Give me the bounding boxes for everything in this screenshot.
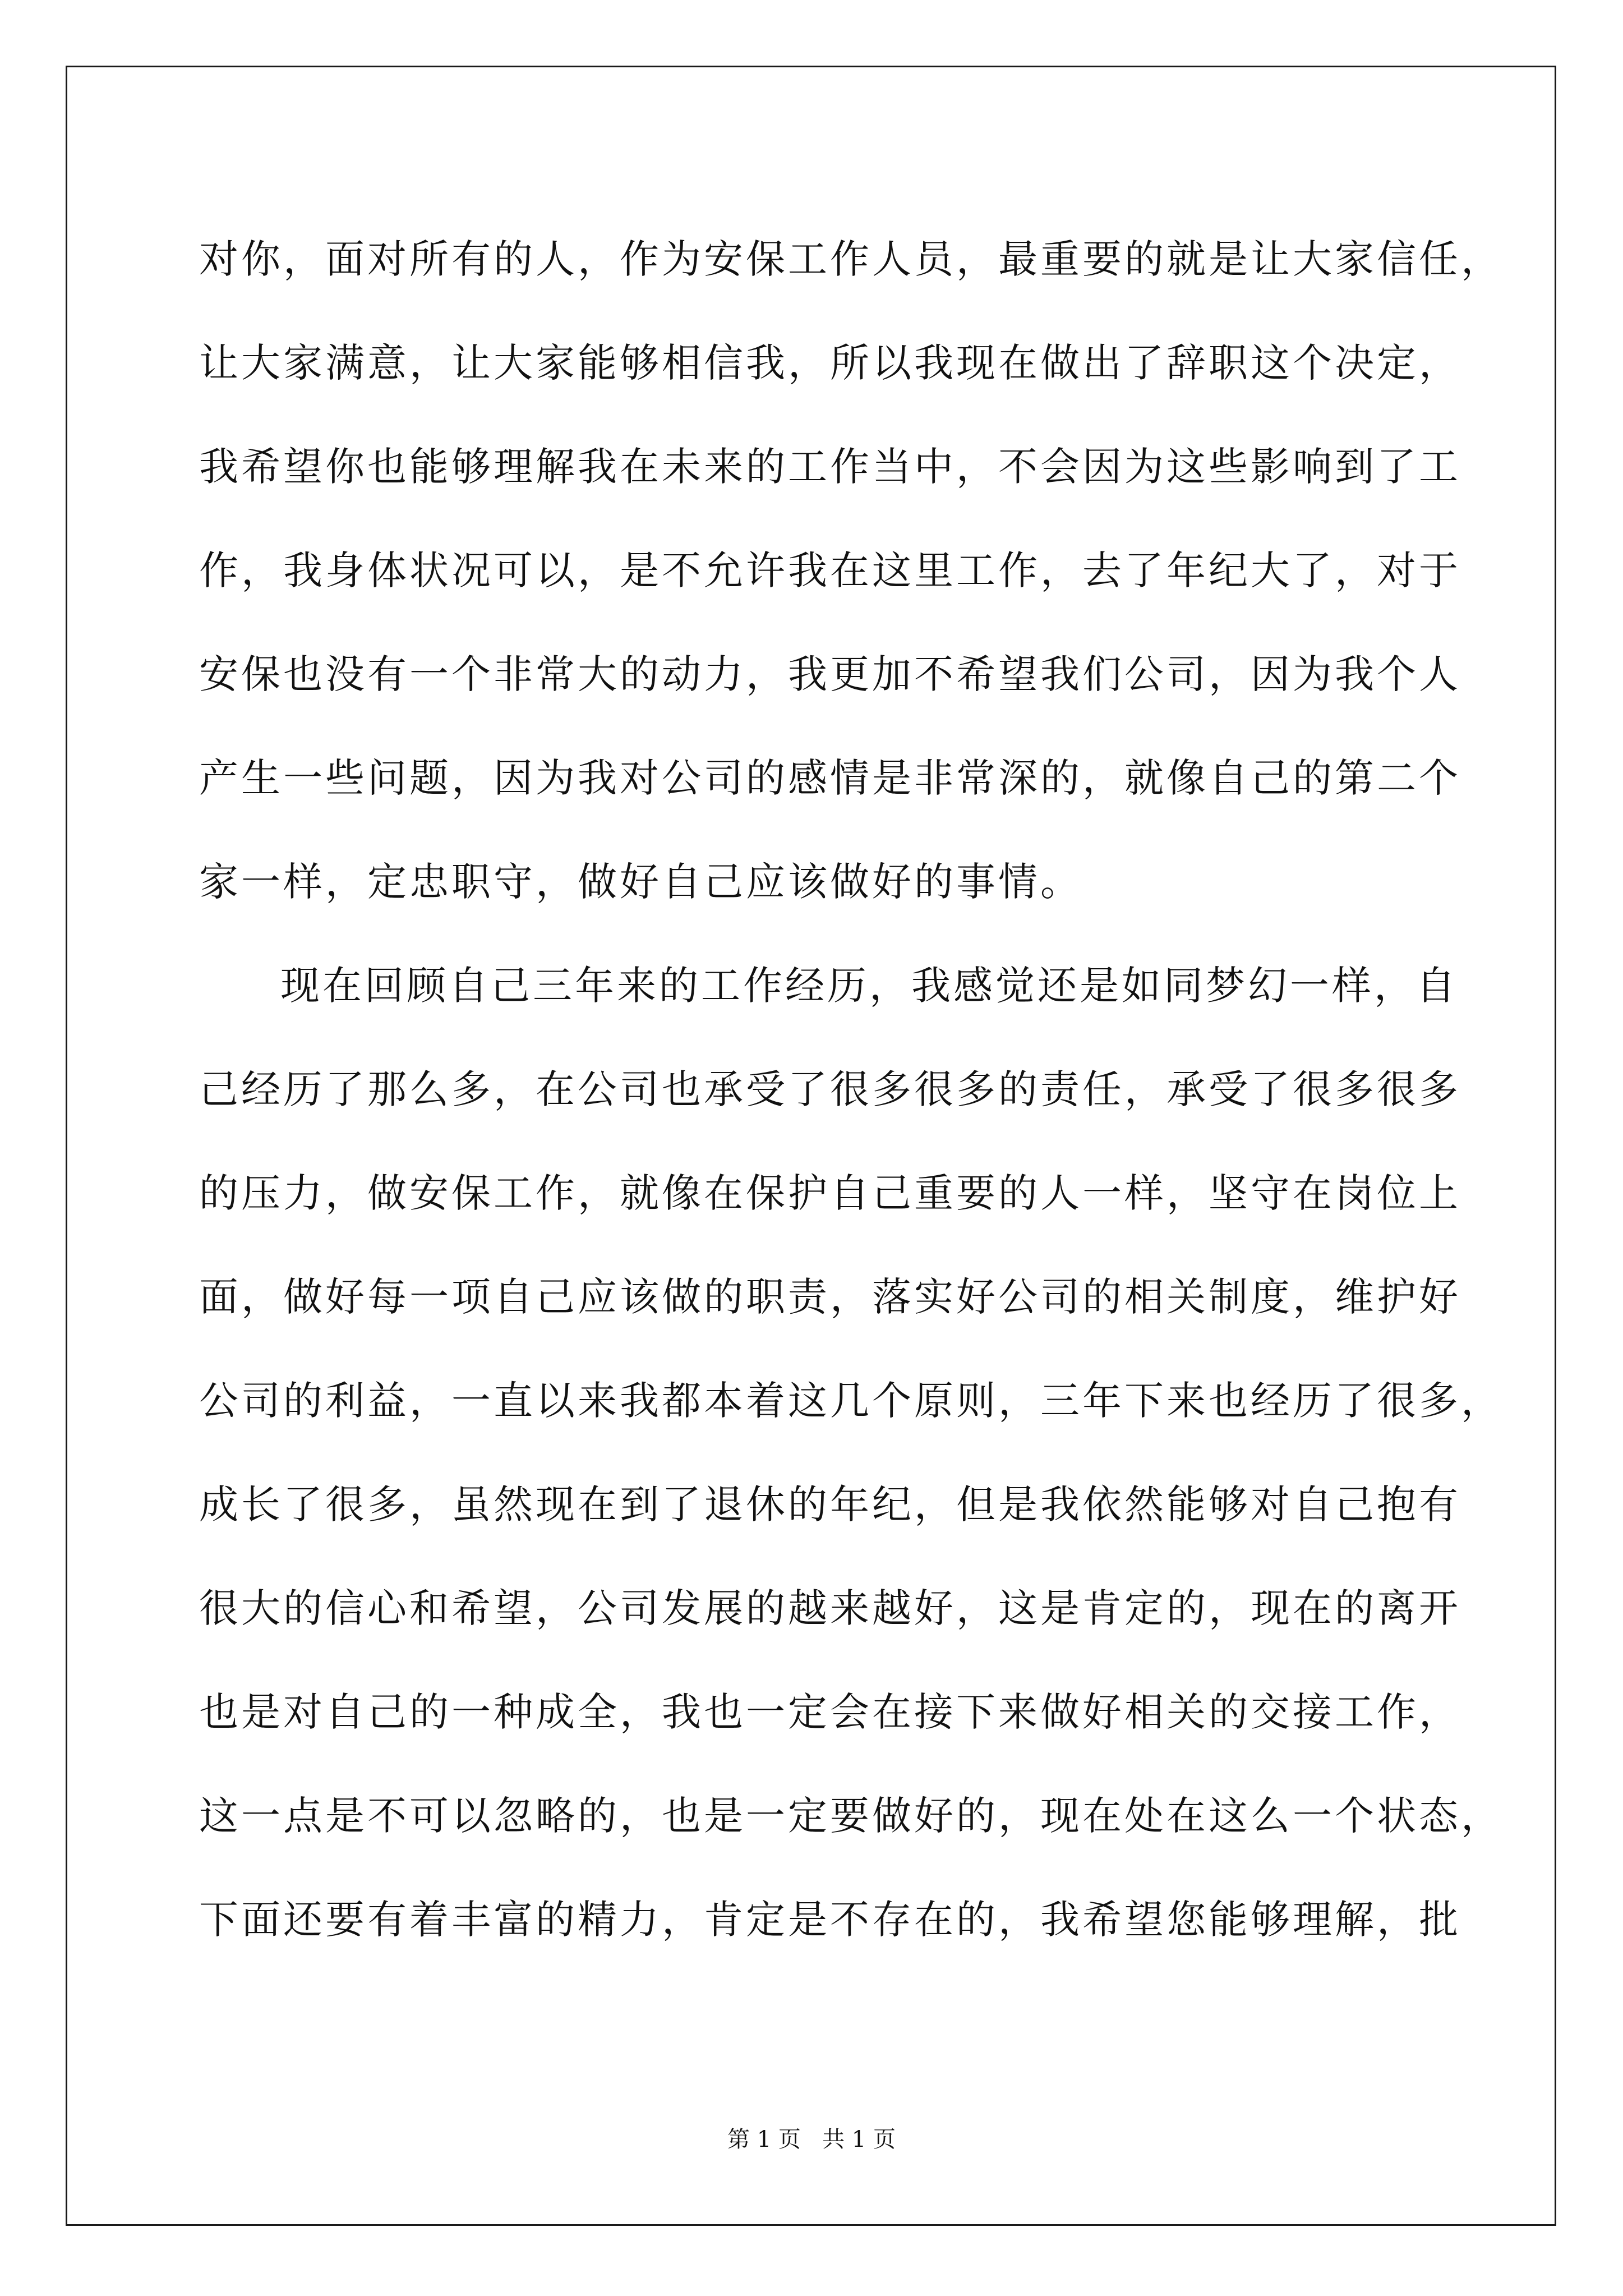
text-line: 很大的信心和希望，公司发展的越来越好，这是肯定的，现在的离开 xyxy=(199,1585,1461,1631)
text-line: 的压力，做安保工作，就像在保护自己重要的人一样，坚守在岗位上 xyxy=(199,1170,1461,1216)
text-line: 我希望你也能够理解我在未来的工作当中，不会因为这些影响到了工 xyxy=(199,444,1461,490)
text-line: 家一样，定忠职守，做好自己应该做好的事情。 xyxy=(199,859,1082,905)
text-line: 安保也没有一个非常大的动力，我更加不希望我们公司，因为我个人 xyxy=(199,651,1461,697)
document-body xyxy=(199,208,1503,1972)
page-number-footer: 第 1 页 共 1 页 xyxy=(727,2127,896,2152)
text-line: 也是对自己的一种成全，我也一定会在接下来做好相关的交接工作， xyxy=(199,1689,1461,1735)
text-line: 己经历了那么多，在公司也承受了很多很多的责任，承受了很多很多 xyxy=(199,1066,1461,1112)
text-line: 让大家满意，让大家能够相信我，所以我现在做出了辞职这个决定， xyxy=(199,340,1461,386)
paragraph-first-line: 现在回顾自己三年来的工作经历，我感觉还是如同梦幻一样，自 xyxy=(280,963,1458,1009)
text-line: 成长了很多，虽然现在到了退休的年纪，但是我依然能够对自己抱有 xyxy=(199,1481,1461,1527)
text-line: 产生一些问题，因为我对公司的感情是非常深的，就像自己的第二个 xyxy=(199,755,1461,801)
text-line: 下面还要有着丰富的精力，肯定是不存在的，我希望您能够理解，批 xyxy=(199,1897,1461,1943)
text-line: 面，做好每一项自己应该做的职责，落实好公司的相关制度，维护好 xyxy=(199,1274,1461,1320)
text-line: 公司的利益，一直以来我都本着这几个原则，三年下来也经历了很多， xyxy=(199,1378,1503,1424)
text-line: 这一点是不可以忽略的，也是一定要做好的，现在处在这么一个状态， xyxy=(199,1793,1503,1839)
text-line: 对你，面对所有的人，作为安保工作人员，最重要的就是让大家信任， xyxy=(199,236,1503,282)
text-line: 作，我身体状况可以，是不允许我在这里工作，去了年纪大了，对于 xyxy=(199,547,1461,593)
